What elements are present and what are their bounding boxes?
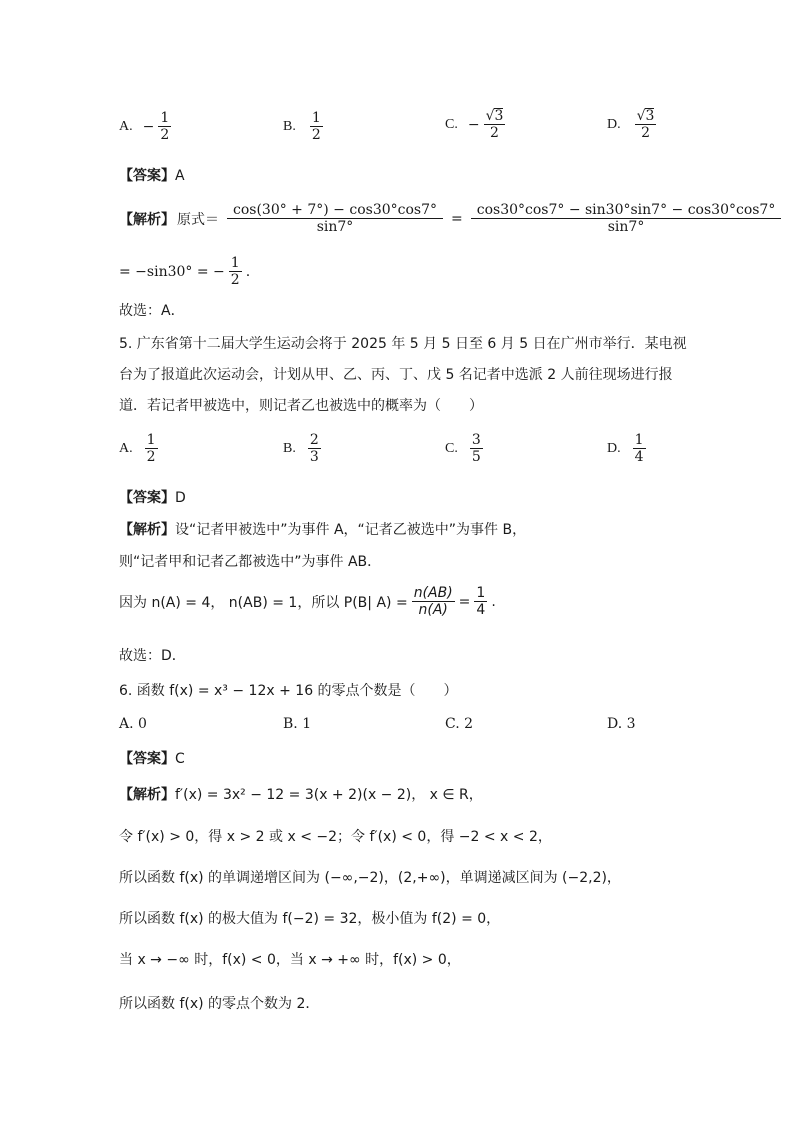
q6-analysis-line6: 所以函数 f(x) 的零点个数为 2．	[119, 996, 320, 1012]
q4-option-b: B. $\frac{1}{2}$	[283, 110, 321, 144]
q5-stem-line2: 台为了报道此次运动会，计划从甲、乙、丙、丁、戊 5 名记者中选派 2 人前往现场进行报	[119, 367, 673, 383]
q5-analysis-line3: 因为 n(A) = 4， n(AB) = 1，所以 P(B| A) = $\frac{n(AB)}{n(A)}$ = $\frac{1}{4}$ .	[119, 585, 496, 619]
fraction: $\frac{\cos(30^\circ + 7^\circ) - \cos 30^\circ\cos 7^\circ}{\sin 7^\circ}$	[227, 202, 443, 235]
fraction: $\frac{√3}{2}$	[636, 108, 655, 142]
fraction: $\frac{1}{2}$	[146, 432, 156, 466]
q5-analysis-line1: 【解析】设“记者甲被选中”为事件 A，“记者乙被选中”为事件 B，	[119, 522, 527, 538]
q5-stem-line3: 道．若记者甲被选中，则记者乙也被选中的概率为（ ）	[119, 398, 483, 414]
q6-option-a: A. 0	[119, 716, 147, 732]
fraction: $\frac{n(AB)}{n(A)}$	[413, 585, 453, 619]
fraction: $\frac{2}{3}$	[309, 432, 319, 466]
q6-analysis-line1: 【解析】f′(x) = 3x² − 12 = 3(x + 2)(x − 2)， x ∈ R，	[119, 787, 483, 803]
q6-analysis-line2: 令 f′(x) > 0，得 x > 2 或 x < −2；令 f′(x) < 0，得 −2 < x < 2，	[119, 829, 552, 845]
q4-analysis-line2: = −sin30° = − $\frac{1}{2}$ .	[119, 255, 251, 289]
fraction: $\frac{1}{2}$	[311, 110, 321, 144]
q5-conclusion: 故选：D．	[119, 648, 186, 664]
fraction: $\frac{1}{2}$	[160, 110, 170, 144]
q6-answer: 【答案】C	[119, 751, 185, 767]
q6-analysis-line4: 所以函数 f(x) 的极大值为 f(−2) = 32，极小值为 f(2) = 0，	[119, 911, 501, 927]
q5-option-a: A. $\frac{1}{2}$	[119, 432, 156, 466]
q6-analysis-line5: 当 x → −∞ 时，f(x) < 0，当 x → +∞ 时，f(x) > 0，	[119, 952, 461, 968]
fraction: $\frac{\cos 30^\circ\cos 7^\circ - \sin 30^\circ\sin 7^\circ - \cos 30^\circ\cos 7^\circ}{\sin 7^\circ}$	[471, 202, 782, 235]
fraction: $\frac{1}{4}$	[476, 585, 486, 619]
q4-answer: 【答案】A	[119, 168, 185, 184]
q5-option-b: B. $\frac{2}{3}$	[283, 432, 319, 466]
q6-option-d: D. 3	[607, 716, 636, 732]
q5-answer: 【答案】D	[119, 490, 186, 506]
q5-option-c: C. $\frac{3}{5}$	[445, 432, 481, 466]
q4-option-d: D. $\frac{√3}{2}$	[607, 108, 655, 142]
q4-analysis-line1: 【解析】 原式＝ $\frac{\cos(30^\circ + 7^\circ) - \cos 30^\circ\cos 7^\circ}{\sin 7^\circ}$ = $\frac{\cos 30^\circ\cos 7^\circ - \sin 30^\circ\sin 7^\circ - \cos 30^\circ\cos 7^\circ}{\sin 7^\circ}$	[119, 202, 787, 235]
q5-option-d: D. $\frac{1}{4}$	[607, 432, 644, 466]
q4-option-a: A. − $\frac{1}{2}$	[119, 110, 170, 144]
q6-stem: 6. 函数 f(x) = x³ − 12x + 16 的零点个数是（ ）	[119, 683, 458, 699]
q6-analysis-line3: 所以函数 f(x) 的单调递增区间为 (−∞,−2)，(2,+∞)，单调递减区间为 (−2,2)，	[119, 870, 621, 886]
fraction: $\frac{3}{5}$	[471, 432, 481, 466]
fraction: $\frac{1}{4}$	[634, 432, 644, 466]
fraction: $\frac{√3}{2}$	[485, 108, 504, 142]
q6-option-b: B. 1	[283, 716, 312, 732]
q5-stem-line1: 5. 广东省第十二届大学生运动会将于 2025 年 5 月 5 日至 6 月 5 日在广州市举行．某电视	[119, 336, 687, 352]
q5-analysis-line2: 则“记者甲和记者乙都被选中”为事件 AB．	[119, 554, 382, 570]
q4-conclusion: 故选：A．	[119, 303, 185, 319]
q4-option-c: C. − $\frac{√3}{2}$	[445, 108, 504, 142]
q6-option-c: C. 2	[445, 716, 474, 732]
fraction: $\frac{1}{2}$	[230, 255, 240, 289]
